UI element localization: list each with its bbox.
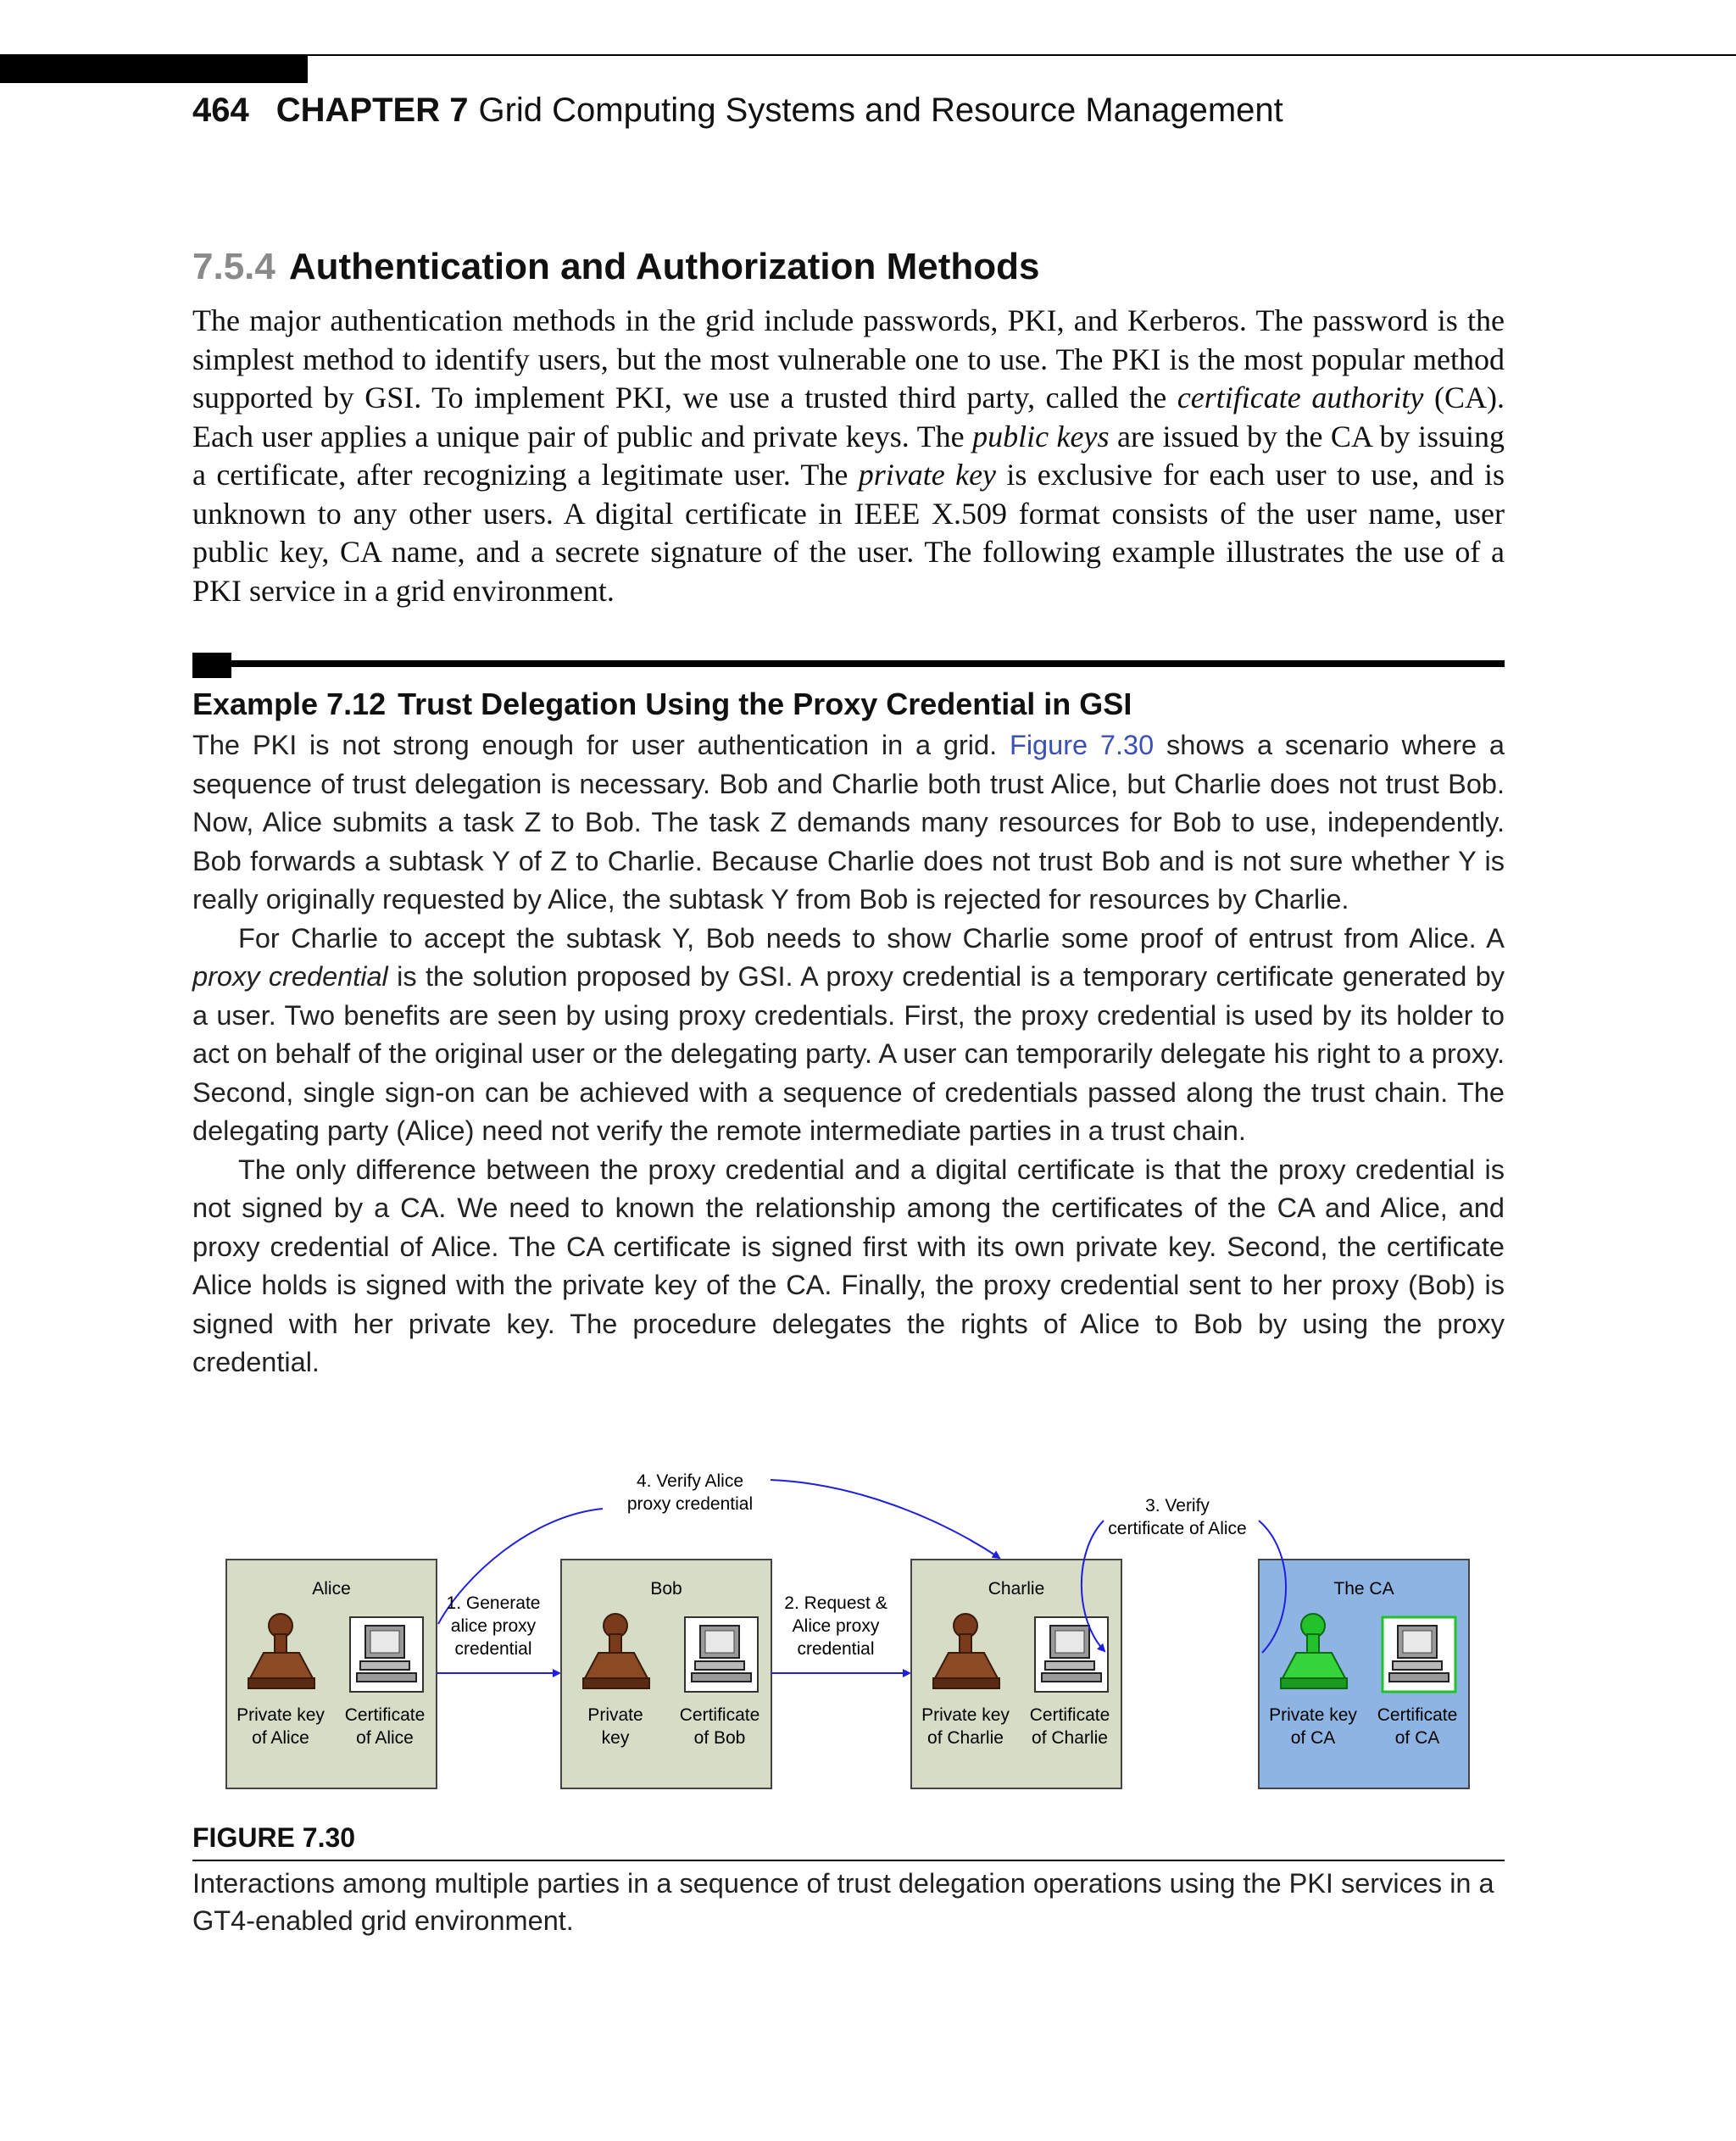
key-label-bob-1: Private	[587, 1705, 643, 1725]
cert-label-charlie-2: of Charlie	[1032, 1728, 1108, 1748]
key-label-charlie-1: Private key	[921, 1705, 1010, 1725]
example-p2-emphasis: proxy credential	[192, 961, 388, 992]
key-label-bob-2: key	[601, 1728, 630, 1748]
step-1-line-2: alice proxy	[450, 1616, 537, 1636]
party-name-alice: Alice	[312, 1579, 351, 1599]
step-2-line-2: Alice proxy	[792, 1616, 880, 1636]
example-heading	[192, 687, 1132, 722]
example-rule	[192, 660, 1505, 667]
figure-label: FIGURE 7.30	[192, 1822, 356, 1853]
intro-emphasis-public-keys: public keys	[972, 419, 1110, 453]
example-p2-text-b: is the solution proposed by GSI. A proxy credential is a temporary certificate generated by a user. Two benefits are seen by using proxy credentials. First, the proxy credential is used by its holder to act on behalf of the original user or the delegating party. A user can temporarily delegate his right to a proxy. Second, single sign-on can be achieved with a sequence of credentials passed along the trust chain. The delegating party (Alice) need not verify the remote intermediate parties in a trust chain.	[192, 961, 1505, 1146]
cert-label-charlie-1: Certificate	[1029, 1705, 1110, 1725]
party-name-charlie: Charlie	[988, 1579, 1045, 1599]
example-body	[192, 726, 1505, 1382]
step-4-line-2: proxy credential	[626, 1494, 754, 1514]
running-head	[192, 92, 1283, 130]
step-1-line-1: 1. Generate	[446, 1593, 541, 1613]
key-label-ca-2: of CA	[1290, 1728, 1336, 1748]
intro-paragraph	[192, 302, 1505, 610]
section-heading	[192, 246, 1040, 288]
party-name-bob: Bob	[650, 1579, 682, 1599]
key-label-alice-2: of Alice	[252, 1728, 309, 1748]
intro-text-3: are issued by the CA by issuing a certificate, after recognizing a legitimate user. The	[192, 419, 1505, 492]
page-number: 464	[192, 92, 249, 129]
computer-icon	[685, 1617, 758, 1692]
trust-delegation-diagram	[192, 1458, 1505, 1797]
step-3-line-2: certificate of Alice	[1108, 1519, 1247, 1538]
computer-icon	[1035, 1617, 1108, 1692]
key-label-alice-1: Private key	[236, 1705, 325, 1725]
intro-emphasis-private-key: private key	[858, 458, 997, 492]
example-title: Trust Delegation Using the Proxy Credential in GSI	[398, 687, 1132, 721]
example-p2-text-a: For Charlie to accept the subtask Y, Bob needs to show Charlie some proof of entrust from Alice. A	[238, 922, 1505, 954]
cert-label-bob-2: of Bob	[693, 1728, 746, 1748]
section-number: 7.5.4	[192, 246, 275, 287]
cert-label-bob-1: Certificate	[679, 1705, 760, 1725]
party-name-ca: The CA	[1333, 1579, 1394, 1599]
example-paragraph-2	[192, 920, 1505, 1151]
example-paragraph-1	[192, 726, 1505, 920]
example-p1-text-b: shows a scenario where a sequence of trust delegation is necessary. Bob and Charlie both trust Alice, but Charlie does not trust Bob. Now, Alice submits a task Z to Bob. The task Z demands many resources for Bob to use, independently. Bob forwards a subtask Y of Z to Charlie. Because Charlie does not trust Bob and is not sure whether Y is really originally requested by Alice, the subtask Y from Bob is rejected for resources by Charlie.	[192, 730, 1505, 915]
chapter-label: CHAPTER 7	[275, 92, 469, 129]
figure-link[interactable]: Figure 7.30	[1009, 730, 1155, 760]
key-label-charlie-2: of Charlie	[927, 1728, 1004, 1748]
chapter-title: Grid Computing Systems and Resource Management	[478, 92, 1283, 129]
example-rule-marker	[192, 653, 231, 678]
cert-label-ca-1: Certificate	[1377, 1705, 1458, 1725]
step-2-line-3: credential	[797, 1639, 875, 1659]
intro-emphasis-ca: certificate authority	[1177, 381, 1424, 414]
step-2-line-1: 2. Request &	[784, 1593, 887, 1613]
step-3-line-1: 3. Verify	[1145, 1496, 1210, 1515]
figure-caption: Interactions among multiple parties in a sequence of trust delegation operations using the PKI services in a GT4-enabled grid environment.	[192, 1868, 1494, 1936]
computer-icon	[350, 1617, 423, 1692]
top-rule-block	[0, 54, 308, 83]
step-4-line-1: 4. Verify Alice	[636, 1471, 744, 1491]
computer-icon	[1383, 1617, 1455, 1692]
step-1-line-3: credential	[454, 1639, 532, 1659]
example-number: Example 7.12	[192, 687, 387, 721]
arrow-verify-proxy	[771, 1480, 999, 1558]
example-paragraph-3: The only difference between the proxy credential and a digital certificate is that the proxy credential is not signed by a CA. We need to known the relationship among the certificates of the CA and Alice, and proxy credential of Alice. The CA certificate is signed first with its own private key. Second, the certificate Alice holds is signed with the private key of the CA. Finally, the proxy credential sent to her proxy (Bob) is signed with her private key. The procedure delegates the rights of Alice to Bob by using the proxy credential.	[192, 1154, 1505, 1377]
section-title: Authentication and Authorization Methods	[288, 246, 1040, 287]
cert-label-alice-2: of Alice	[356, 1728, 414, 1748]
example-p1-text-a: The PKI is not strong enough for user authentication in a grid.	[192, 730, 1010, 760]
key-label-ca-1: Private key	[1269, 1705, 1357, 1725]
intro-text-1: The major authentication methods in the grid include passwords, PKI, and Kerberos. The password is the simplest method to identify users, but the most vulnerable one to use. The PKI is the most popular method supported by GSI. To implement PKI, we use a trusted third party, called the	[192, 303, 1505, 414]
cert-label-alice-1: Certificate	[344, 1705, 426, 1725]
intro-text-4: is exclusive for each user to use, and is unknown to any other users. A digital certificate in IEEE X.509 format consists of the user name, user public key, CA name, and a secrete signature of the user. The following example illustrates the use of a PKI service in a grid environment.	[192, 458, 1505, 608]
figure-rule	[192, 1860, 1505, 1861]
intro-text-2: (CA). Each user applies a unique pair of public and private keys. The	[192, 381, 1505, 453]
cert-label-ca-2: of CA	[1394, 1728, 1440, 1748]
